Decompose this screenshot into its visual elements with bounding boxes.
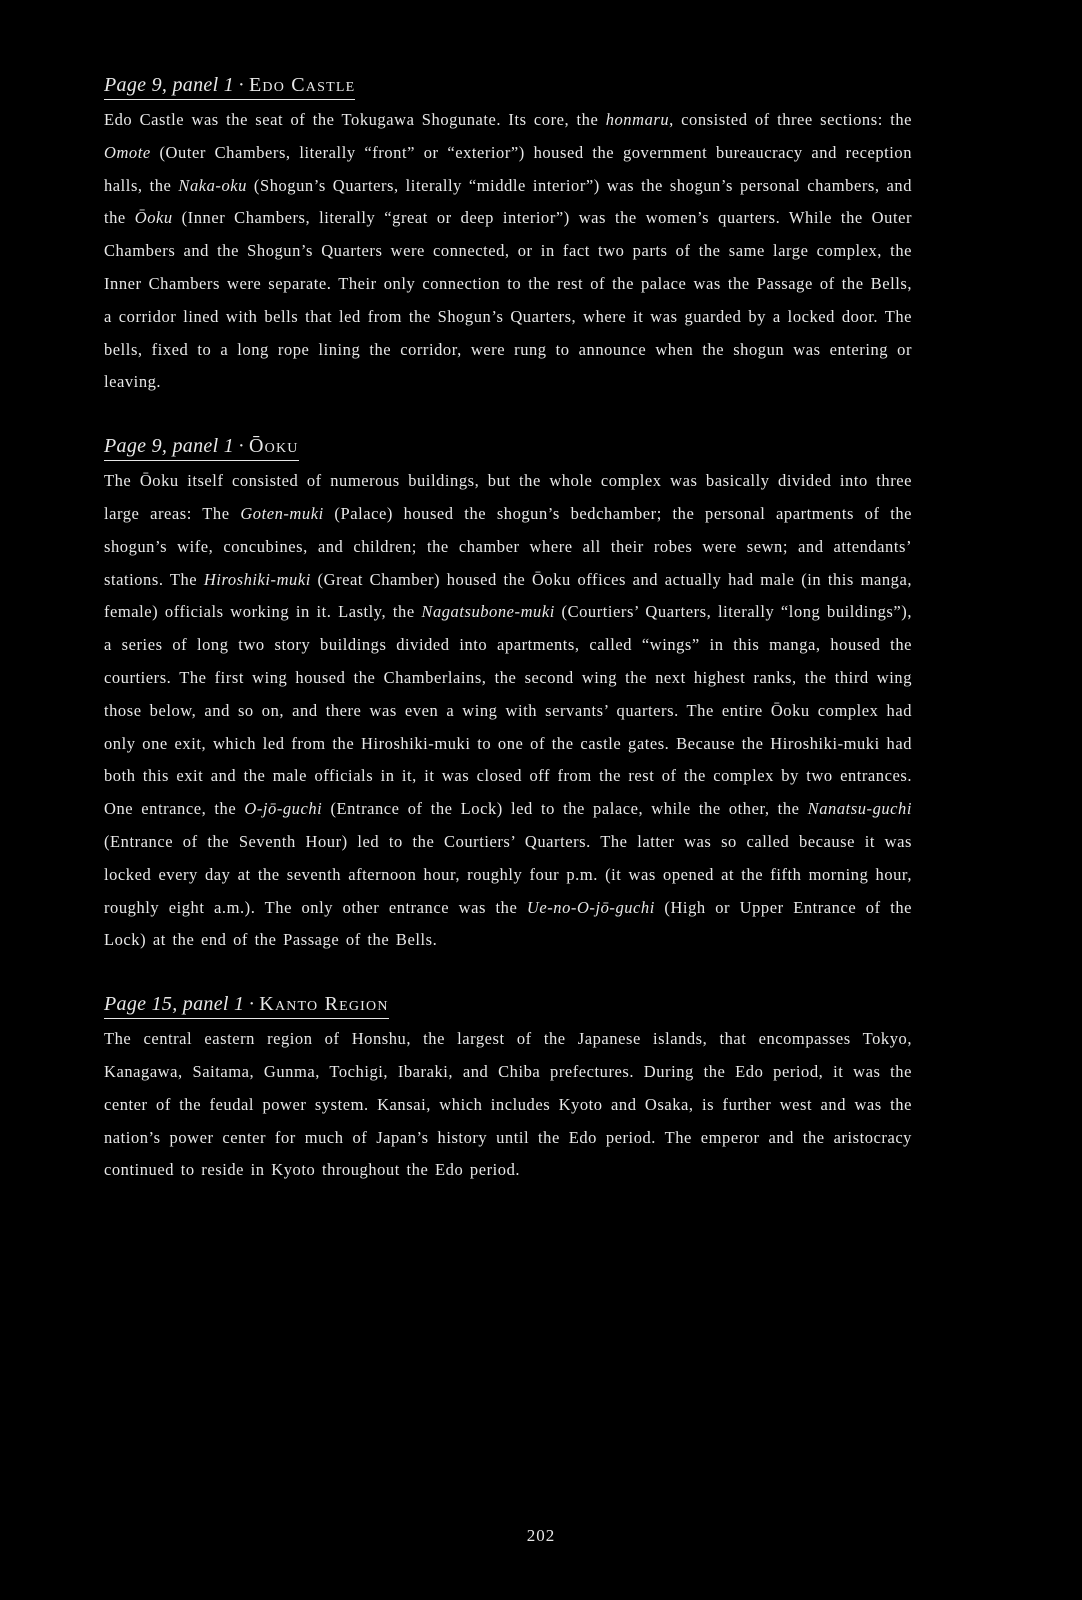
body-text: (Outer Chambers, literally “front” or “exterior”) housed the government bureaucracy and reception halls, the bbox=[104, 142, 912, 195]
italic-term: Goten-muki bbox=[240, 503, 324, 523]
page-number: 202 bbox=[526, 1526, 556, 1545]
glossary-entry-edo-castle bbox=[104, 72, 912, 399]
entry-body bbox=[104, 1023, 912, 1187]
glossary-entry-kanto-region bbox=[104, 991, 912, 1187]
body-text: (Shogun’s Quarters, literally “middle interior”) was the shogun’s personal chambers, and the bbox=[104, 175, 913, 228]
entry-body bbox=[104, 465, 912, 957]
body-text: (High or Upper Entrance of the Lock) at the end of the Passage of the Bells. bbox=[104, 897, 913, 950]
glossary-page bbox=[104, 72, 912, 1221]
panel-reference: Page 9, panel 1 bbox=[104, 74, 235, 96]
body-text: (Entrance of the Seventh Hour) led to the Courtiers’ Quarters. The latter was so called because it was locked every day at the seventh afternoon hour, roughly four p.m. (it was opened at the fifth morning hour, roughly eight a.m.). The only other entrance was the bbox=[104, 831, 912, 917]
body-text: Edo Castle was the seat of the Tokugawa Shogunate. Its core, the bbox=[104, 110, 606, 129]
entry-heading bbox=[104, 72, 355, 100]
body-text: (Great Chamber) housed the Ōoku offices and actually had male (in this manga, female) officials working in it. Lastly, the bbox=[104, 569, 912, 622]
heading-separator: · bbox=[238, 74, 245, 96]
body-text: (Entrance of the Lock) led to the palace, while the other, the bbox=[322, 799, 808, 819]
italic-term: Naka-oku bbox=[178, 175, 247, 195]
glossary-entry-ooku bbox=[104, 433, 912, 957]
body-text: The Ōoku itself consisted of numerous buildings, but the whole complex was basically divided into three large areas: The bbox=[104, 471, 912, 523]
italic-term: Hiroshiki-muki bbox=[203, 569, 311, 589]
body-text: , consisted of three sections: the bbox=[669, 110, 912, 129]
italic-term: Omote bbox=[104, 142, 151, 162]
entry-heading bbox=[104, 991, 389, 1019]
panel-reference: Page 9, panel 1 bbox=[104, 435, 235, 458]
italic-term: Nanatsu-guchi bbox=[807, 799, 912, 819]
entry-title: Ōoku bbox=[249, 435, 299, 458]
italic-term: Nagatsubone-muki bbox=[421, 602, 555, 622]
italic-term: Ue-no-O-jō-guchi bbox=[526, 897, 655, 917]
entry-title: Kanto Region bbox=[259, 993, 389, 1016]
body-text: The central eastern region of Honshu, the largest of the Japanese islands, that encompasses Tokyo, Kanagawa, Saitama, Gunma, Tochigi, Ibaraki, and Chiba prefectures. During the Edo period, it was the center of the feudal power system. Kansai, which includes Kyoto and Osaka, is further west and was the nation’s power center for much of Japan’s history until the Edo period. The emperor and the aristocracy continued to reside in Kyoto throughout the Edo period. bbox=[104, 1029, 912, 1180]
italic-term: O-jō-guchi bbox=[244, 799, 323, 819]
entry-body bbox=[104, 104, 912, 399]
body-text: (Palace) housed the shogun’s bedchamber; the personal apartments of the shogun’s wife, concubines, and children; the chamber where all their robes were sewn; and attendants’ stations. The bbox=[104, 503, 912, 589]
panel-reference: Page 15, panel 1 bbox=[104, 993, 245, 1016]
heading-separator: · bbox=[248, 993, 256, 1016]
body-text: (Courtiers’ Quarters, literally “long buildings”), a series of long two story buildings divided into apartments, called “wings” in this manga, housed the courtiers. The first wing housed the Chamberlains, the second wing the next highest ranks, the third wing those below, and so on, and there was even a wing with servants’ quarters. The entire Ōoku complex had only one exit, which led from the Hiroshiki-muki to one of the castle gates. Because the Hiroshiki-muki had both this exit and the male officials in it, it was closed off from the rest of the complex by two entrances. One entrance, the bbox=[104, 602, 912, 819]
italic-term: Ōoku bbox=[134, 208, 173, 228]
italic-term: honmaru bbox=[605, 110, 670, 129]
body-text: (Inner Chambers, literally “great or deep interior”) was the women’s quarters. While the Outer Chambers and the Shogun’s Quarters were connected, or in fact two parts of the same large complex, the Inner Chambers were separate. Their only connection to the rest of the palace was the Passage of the Bells, a corridor lined with bells that led from the Shogun’s Quarters, where it was guarded by a locked door. The bells, fixed to a long rope lining the corridor, were rung to announce when the shogun was entering or leaving. bbox=[104, 208, 912, 392]
entry-heading bbox=[104, 433, 299, 461]
entry-title: Edo Castle bbox=[249, 74, 356, 96]
heading-separator: · bbox=[238, 435, 245, 458]
